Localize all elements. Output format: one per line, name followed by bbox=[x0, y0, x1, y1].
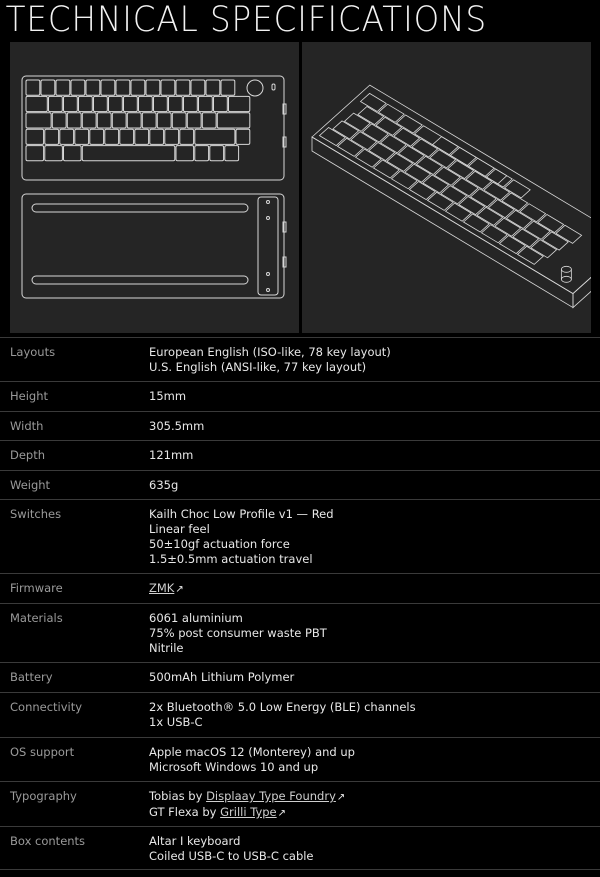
product-images bbox=[0, 40, 600, 337]
keycap bbox=[26, 146, 44, 161]
keycap bbox=[214, 96, 228, 111]
typeface-name: Tobias by bbox=[149, 789, 207, 803]
spec-value: Apple macOS 12 (Monterey) and up bbox=[149, 745, 355, 759]
keycap bbox=[109, 96, 123, 111]
keycap bbox=[52, 113, 66, 128]
spec-value bbox=[149, 581, 600, 597]
keycap bbox=[26, 113, 51, 128]
spec-row-width bbox=[0, 411, 600, 440]
spec-row-height bbox=[0, 381, 600, 411]
spec-value: Nitrile bbox=[149, 641, 184, 655]
keycap bbox=[127, 113, 141, 128]
keycap bbox=[195, 146, 209, 161]
keycap bbox=[184, 96, 198, 111]
keycap bbox=[191, 80, 205, 95]
spec-value: 1.5±0.5mm actuation travel bbox=[149, 552, 313, 566]
spec-label: Connectivity bbox=[10, 700, 83, 714]
firmware-link[interactable]: ZMK bbox=[149, 581, 175, 595]
keycap bbox=[131, 80, 145, 95]
keycap bbox=[176, 80, 190, 95]
spec-label: Battery bbox=[10, 670, 53, 684]
external-link-icon[interactable]: ↗ bbox=[175, 584, 184, 595]
keycap bbox=[221, 80, 235, 95]
keycap bbox=[112, 113, 126, 128]
spec-values bbox=[149, 789, 600, 826]
spec-row-typography bbox=[0, 781, 600, 826]
keycap bbox=[154, 96, 168, 111]
spec-values bbox=[149, 670, 600, 692]
keyboard-body-side bbox=[573, 242, 591, 308]
foundry-link[interactable]: Displaay Type Foundry bbox=[206, 789, 336, 803]
spec-value: European English (ISO-like, 78 key layout) bbox=[149, 345, 391, 359]
spec-label: Depth bbox=[10, 448, 46, 462]
spec-label: Firmware bbox=[10, 581, 63, 595]
keycap bbox=[101, 80, 115, 95]
page-title: TECHNICAL SPECIFICATIONS bbox=[5, 0, 488, 40]
keycap bbox=[139, 96, 153, 111]
spec-values bbox=[149, 478, 600, 499]
spec-row-os-support bbox=[0, 737, 600, 781]
spec-label: Height bbox=[10, 389, 49, 403]
keycap bbox=[45, 146, 63, 161]
keycap bbox=[199, 96, 213, 111]
spec-label: Box contents bbox=[10, 834, 86, 848]
battery-cover bbox=[258, 197, 278, 295]
keycap bbox=[206, 80, 220, 95]
keycap bbox=[26, 129, 44, 144]
keycap bbox=[150, 129, 164, 144]
keycap bbox=[165, 129, 179, 144]
spec-value: Linear feel bbox=[149, 522, 210, 536]
spec-table bbox=[0, 337, 600, 870]
spec-value: 305.5mm bbox=[149, 419, 205, 433]
spec-values bbox=[149, 834, 600, 869]
spec-value: 50±10gf actuation force bbox=[149, 537, 290, 551]
spec-values bbox=[149, 389, 600, 411]
keycap bbox=[195, 129, 235, 144]
spec-value bbox=[149, 805, 600, 821]
spec-values bbox=[149, 611, 600, 662]
keycap bbox=[180, 129, 194, 144]
keycap bbox=[90, 129, 104, 144]
rotary-knob bbox=[561, 276, 571, 282]
keycap bbox=[64, 96, 78, 111]
spec-values bbox=[149, 448, 600, 470]
rotary-knob bbox=[247, 80, 263, 96]
keycap bbox=[187, 113, 201, 128]
screw bbox=[267, 289, 270, 292]
screw bbox=[267, 273, 270, 276]
keycap bbox=[94, 96, 108, 111]
spec-value bbox=[149, 789, 600, 805]
status-led bbox=[272, 84, 275, 90]
keycap bbox=[229, 96, 250, 111]
spec-values bbox=[149, 419, 600, 440]
keyboard-body-top bbox=[312, 85, 591, 294]
spec-values bbox=[149, 507, 600, 573]
spec-value: Microsoft Windows 10 and up bbox=[149, 760, 319, 774]
keycap bbox=[217, 113, 250, 128]
keyboard-isometric-drawing bbox=[302, 42, 591, 333]
keycap bbox=[169, 96, 183, 111]
keycap bbox=[75, 129, 89, 144]
keyboard-isometric-illustration bbox=[302, 42, 591, 333]
spec-label: Width bbox=[10, 419, 44, 433]
keycap bbox=[157, 113, 171, 128]
spec-row-switches bbox=[0, 499, 600, 573]
spec-value: 635g bbox=[149, 478, 179, 492]
spec-values bbox=[149, 700, 600, 737]
keycap bbox=[124, 96, 138, 111]
spec-label: Typography bbox=[10, 789, 77, 803]
keyboard-orthographic-illustration bbox=[10, 42, 299, 333]
spec-label: Weight bbox=[10, 478, 51, 492]
rubber-foot bbox=[32, 276, 248, 284]
spec-value: Coiled USB-C to USB-C cable bbox=[149, 849, 314, 863]
spec-value: 15mm bbox=[149, 389, 187, 403]
keycap bbox=[172, 113, 186, 128]
spec-value: 75% post consumer waste PBT bbox=[149, 626, 327, 640]
keycap bbox=[26, 80, 40, 95]
keycap bbox=[176, 146, 194, 161]
screw bbox=[267, 201, 270, 204]
spec-row-materials bbox=[0, 603, 600, 662]
keycap bbox=[71, 80, 85, 95]
keycap bbox=[26, 96, 47, 111]
typeface-name: GT Flexa by bbox=[149, 805, 221, 819]
keycap bbox=[60, 129, 74, 144]
keyboard-top-bottom-drawing bbox=[10, 42, 299, 333]
keycap bbox=[45, 129, 59, 144]
keycap bbox=[116, 80, 130, 95]
spec-label: Materials bbox=[10, 611, 63, 625]
spec-row-firmware bbox=[0, 573, 600, 603]
rotary-knob-top bbox=[561, 266, 571, 272]
external-link-icon[interactable]: ↗ bbox=[277, 808, 287, 819]
spec-value: Kailh Choc Low Profile v1 — Red bbox=[149, 507, 334, 521]
keycap bbox=[64, 146, 82, 161]
keycap bbox=[236, 129, 250, 144]
spec-row-connectivity bbox=[0, 692, 600, 737]
spec-value: 6061 aluminium bbox=[149, 611, 243, 625]
spec-value: 1x USB-C bbox=[149, 715, 203, 729]
keycap bbox=[49, 96, 63, 111]
spec-value: 500mAh Lithium Polymer bbox=[149, 670, 295, 684]
keycap bbox=[97, 113, 111, 128]
foundry-link[interactable]: Grilli Type bbox=[220, 805, 277, 819]
keycap bbox=[225, 146, 239, 161]
spec-label: Switches bbox=[10, 507, 62, 521]
keycap bbox=[146, 80, 160, 95]
spec-value: U.S. English (ANSI-like, 77 key layout) bbox=[149, 360, 367, 374]
keycap bbox=[161, 80, 175, 95]
keycap bbox=[210, 146, 224, 161]
spec-label: OS support bbox=[10, 745, 75, 759]
keycap bbox=[67, 113, 81, 128]
rubber-foot bbox=[32, 204, 248, 212]
keycap bbox=[56, 80, 70, 95]
keyboard-body-front bbox=[312, 137, 573, 308]
keycap bbox=[120, 129, 134, 144]
keycap bbox=[86, 80, 100, 95]
spec-values bbox=[149, 581, 600, 603]
external-link-icon[interactable]: ↗ bbox=[336, 792, 346, 803]
keycap bbox=[79, 96, 93, 111]
spec-value: Altar I keyboard bbox=[149, 834, 241, 848]
spec-row-box-contents bbox=[0, 826, 600, 870]
keycap bbox=[105, 129, 119, 144]
keycap bbox=[41, 80, 55, 95]
spec-value: 121mm bbox=[149, 448, 194, 462]
screw bbox=[267, 217, 270, 220]
keyboard-bottom-outline bbox=[22, 194, 284, 298]
keycap bbox=[82, 113, 96, 128]
spec-values bbox=[149, 345, 600, 381]
keycap bbox=[142, 113, 156, 128]
spec-row-battery bbox=[0, 662, 600, 692]
keycap bbox=[202, 113, 216, 128]
spec-row-depth bbox=[0, 440, 600, 470]
keycap bbox=[135, 129, 149, 144]
keycap bbox=[82, 146, 175, 161]
spec-row-layouts bbox=[0, 337, 600, 381]
spec-row-weight bbox=[0, 470, 600, 499]
spec-label: Layouts bbox=[10, 345, 56, 359]
spec-value: 2x Bluetooth® 5.0 Low Energy (BLE) channels bbox=[149, 700, 416, 714]
spec-values bbox=[149, 745, 600, 781]
keycap bbox=[415, 126, 507, 184]
